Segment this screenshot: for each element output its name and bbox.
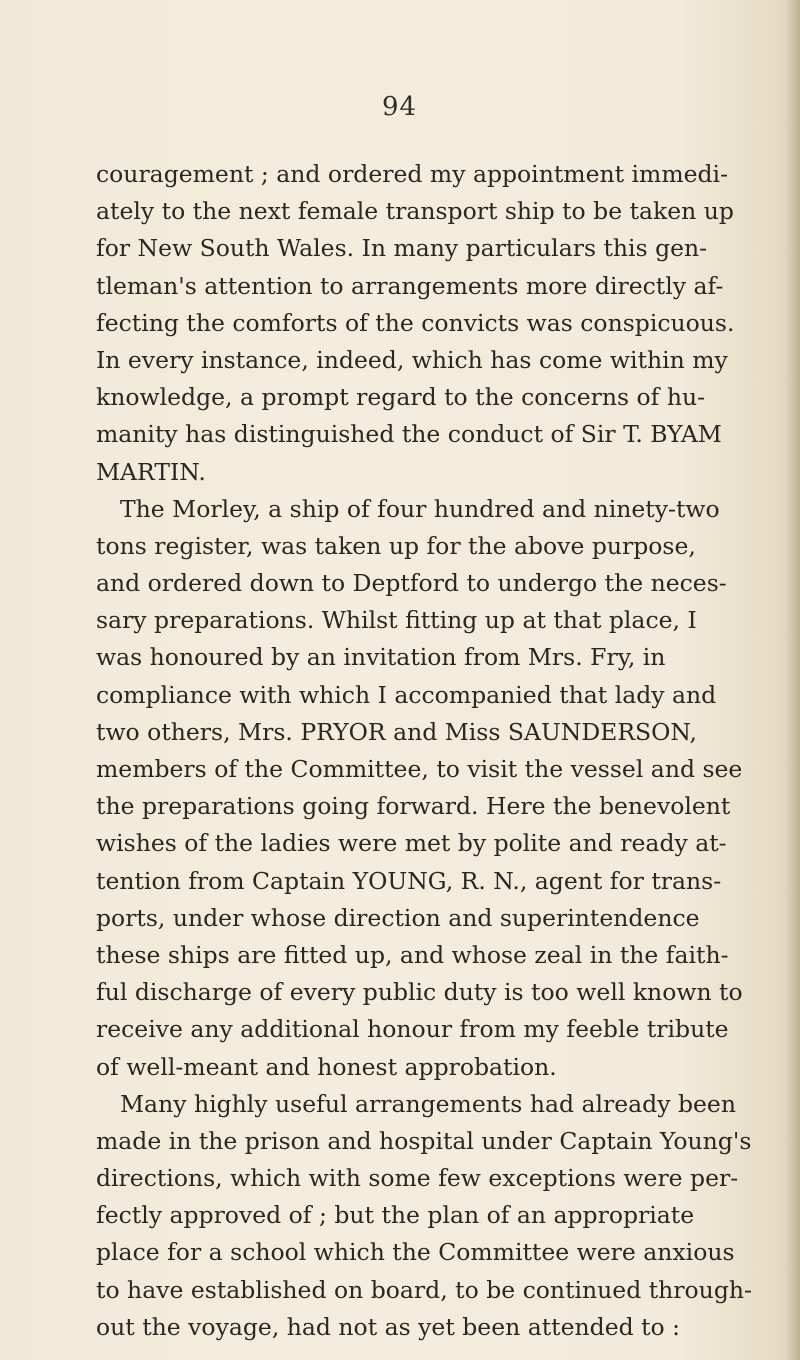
text-line: was honoured by an invitation from Mrs. Fry, in xyxy=(96,643,666,672)
text-line: for New South Wales. In many particulars this gen- xyxy=(96,234,708,263)
text-line: MARTIN. xyxy=(96,457,206,486)
text-line: and ordered down to Deptford to undergo the neces- xyxy=(96,569,727,598)
text-line: out the voyage, had not as yet been attended to : xyxy=(96,1312,681,1341)
text-line: two others, Mrs. PRYOR and Miss SAUNDERSON, xyxy=(96,717,697,746)
text-line: wishes of the ladies were met by polite and ready at- xyxy=(96,829,727,858)
text-line: couragement ; and ordered my appointment immedi- xyxy=(96,160,729,188)
text-line: to have established on board, to be continued through- xyxy=(96,1275,752,1304)
text-line: the preparations going forward. Here the benevolent xyxy=(96,792,731,821)
text-line: Many highly useful arrangements had already been xyxy=(120,1089,736,1118)
text-line: The Morley, a ship of four hundred and ninety-two xyxy=(120,494,720,523)
text-line: members of the Committee, to visit the vessel and see xyxy=(96,755,743,783)
body-text xyxy=(96,156,752,1346)
page-number: 94 xyxy=(382,92,418,122)
text-line: fecting the comforts of the convicts was conspicuous. xyxy=(96,308,735,337)
text-line: manity has distinguished the conduct of Sir T. BYAM xyxy=(96,420,722,449)
text-line: fectly approved of ; but the plan of an appropriate xyxy=(96,1201,695,1230)
text-line: these ships are fitted up, and whose zeal in the faith- xyxy=(96,940,729,969)
text-line: tleman's attention to arrangements more directly af- xyxy=(96,271,724,300)
text-line: tons register, was taken up for the above purpose, xyxy=(96,531,696,560)
text-line: sary preparations. Whilst fitting up at that place, I xyxy=(96,606,697,635)
text-line: made in the prison and hospital under Captain Young's xyxy=(96,1126,752,1155)
text-line: In every instance, indeed, which has come within my xyxy=(96,345,728,374)
text-line: ately to the next female transport ship to be taken up xyxy=(96,197,734,226)
text-line: knowledge, a prompt regard to the concerns of hu- xyxy=(96,383,706,412)
text-line: ports, under whose direction and superintendence xyxy=(96,903,700,932)
page-edge-shadow xyxy=(786,0,800,1360)
text-line: compliance with which I accompanied that lady and xyxy=(96,680,717,709)
text-line: receive any additional honour from my feeble tribute xyxy=(96,1015,729,1044)
text-line: of well-meant and honest approbation. xyxy=(96,1052,557,1081)
text-line: tention from Captain YOUNG, R. N., agent for trans- xyxy=(96,866,722,895)
text-line: ful discharge of every public duty is too well known to xyxy=(96,978,743,1007)
text-line: place for a school which the Committee were anxious xyxy=(96,1238,735,1267)
text-line: directions, which with some few exceptions were per- xyxy=(96,1164,739,1193)
